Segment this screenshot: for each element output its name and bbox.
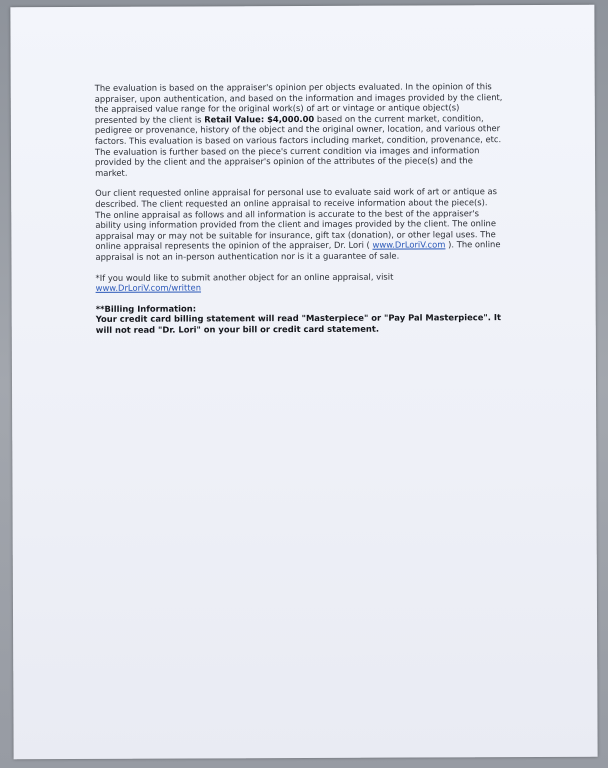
paper-sheet	[10, 5, 597, 760]
submit-another-paragraph	[96, 271, 504, 294]
client-request-text-end: ). The online appraisal is not an in-person authentication nor is it a guarantee of sale.	[95, 239, 501, 262]
document-body	[95, 81, 504, 335]
client-request-text-start: Our client requested online appraisal for personal use to evaluate said work of art or antique as described. The client requested an online appraisal to receive information about the piece(s). The online appraisal as follows and all information is accurate to the best of the appraiser's ability using information provided from the client and images provided by the client. The online appraisal may or may not be suitable for insurance, gift tax (donation), or other legal uses. The online appraisal represents the opinion of the appraiser, Dr. Lori (	[95, 186, 498, 252]
billing-heading: **Billing Information:	[95, 303, 197, 314]
billing-section	[96, 302, 504, 336]
client-request-paragraph	[95, 186, 503, 262]
written-appraisal-link[interactable]: www.DrLoriV.com/written	[95, 282, 202, 294]
retail-value: Retail Value: $4,000.00	[204, 113, 315, 125]
evaluation-paragraph	[95, 81, 503, 178]
evaluation-text-end: based on the current market, condition, pedigree or provenance, history of the object and the original owner, location, and various other factors. This evaluation is based on various factors including market, condition, provenance, etc. The evaluation is further based on the piece's current condition via images and information provided by the client and the appraiser's opinion of the attributes of the piece(s) and the market.	[94, 112, 502, 178]
evaluation-text-start: The evaluation is based on the appraiser's opinion per objects evaluated. In the opinion of this appraiser, upon authentication, and based on the information and images provided by the client, the appraised value range for the original work(s) of art or vintage or antique object(s) presented by the client is	[94, 81, 503, 125]
submit-another-text: *If you would like to submit another object for an online appraisal, visit	[95, 271, 394, 283]
website-link[interactable]: www.DrLoriV.com	[372, 239, 446, 251]
billing-body: Your credit card billing statement will read "Masterpiece" or "Pay Pal Masterpiece". It will not read "Dr. Lori" on your bill or credit card statement.	[95, 312, 501, 335]
